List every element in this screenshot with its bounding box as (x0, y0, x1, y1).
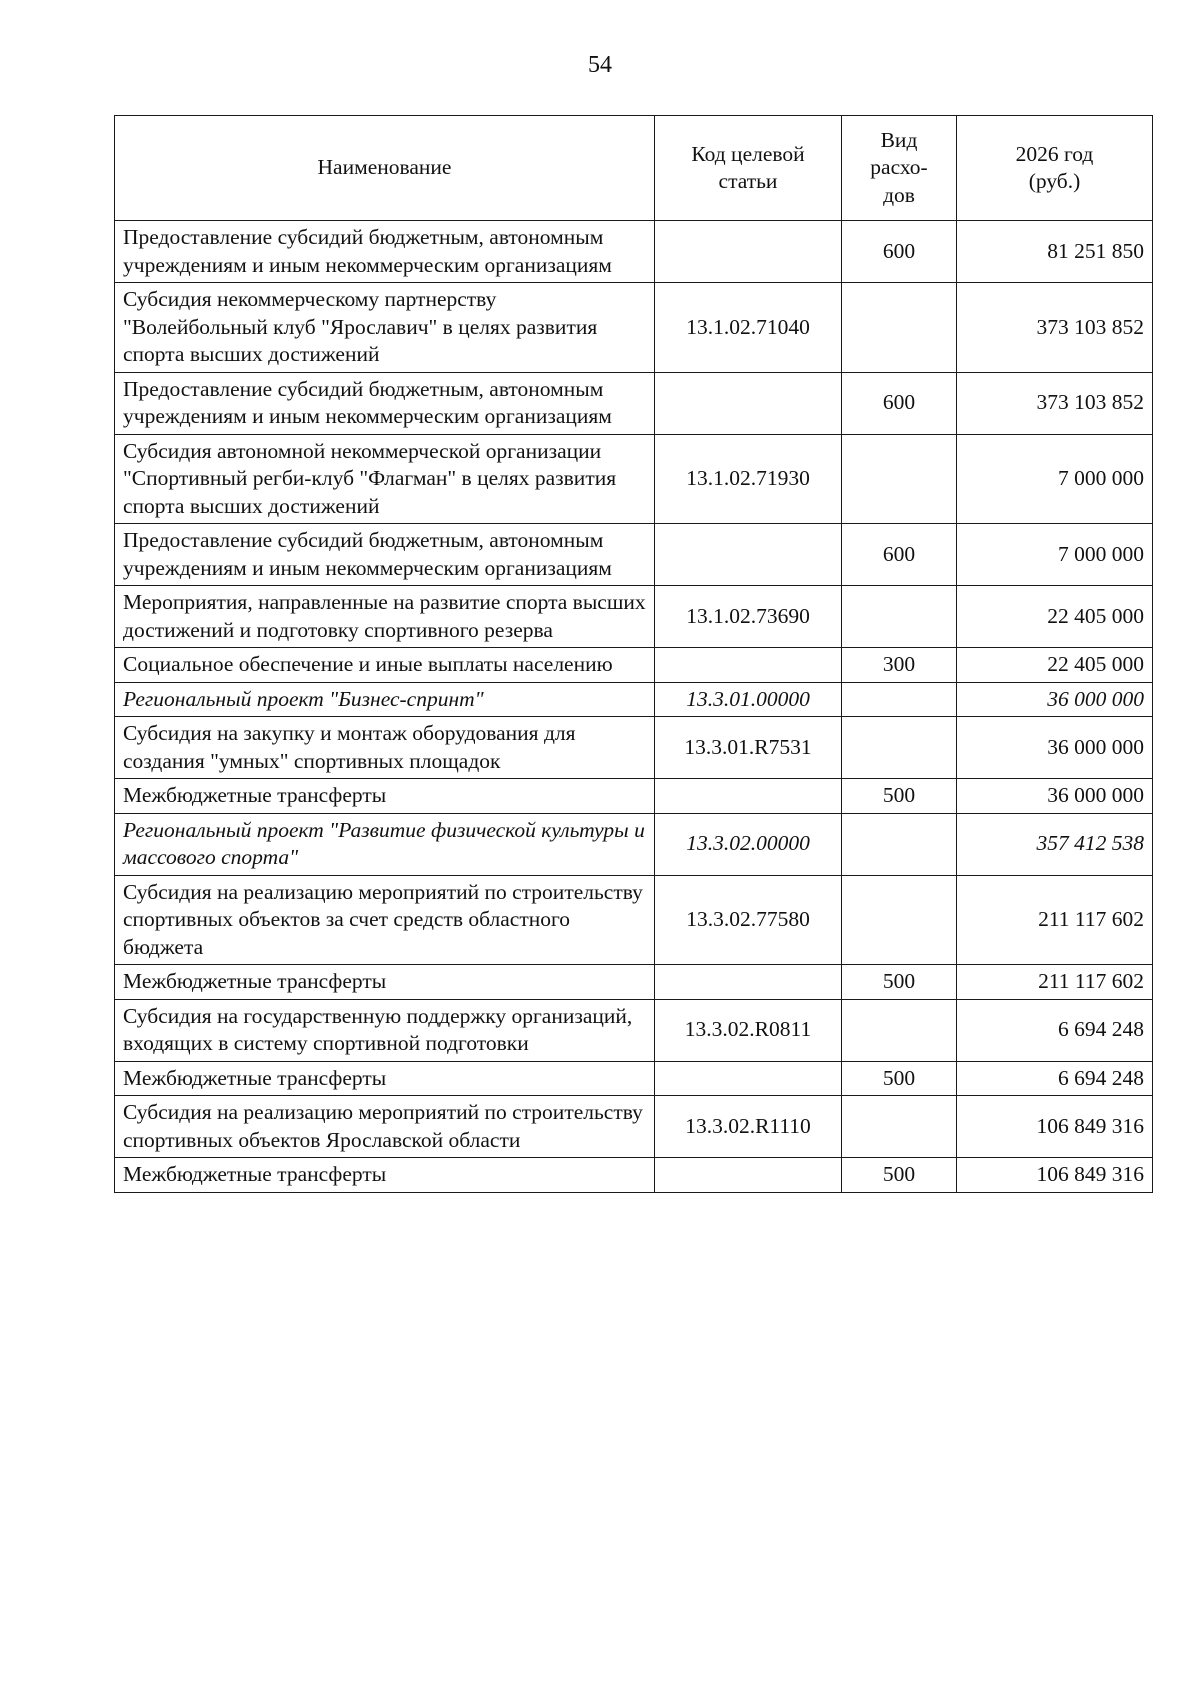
cell-code: 13.1.02.73690 (655, 586, 842, 648)
cell-name: Предоставление субсидий бюджетным, автономным учреждениям и иным некоммерческим организациям (115, 221, 655, 283)
cell-amount: 357 412 538 (957, 813, 1153, 875)
page-number: 54 (588, 52, 612, 78)
cell-code (655, 1061, 842, 1096)
cell-code: 13.3.02.00000 (655, 813, 842, 875)
cell-code: 13.3.02.R1110 (655, 1096, 842, 1158)
cell-code: 13.3.02.R0811 (655, 999, 842, 1061)
header-amount (957, 116, 1153, 221)
cell-amount: 106 849 316 (957, 1158, 1153, 1193)
cell-amount: 36 000 000 (957, 717, 1153, 779)
cell-type: 600 (842, 372, 957, 434)
cell-name: Межбюджетные трансферты (115, 779, 655, 814)
cell-type: 500 (842, 965, 957, 1000)
table-row (115, 1158, 1153, 1193)
cell-amount: 22 405 000 (957, 648, 1153, 683)
cell-amount: 373 103 852 (957, 283, 1153, 373)
cell-name: Социальное обеспечение и иные выплаты населению (115, 648, 655, 683)
cell-amount: 211 117 602 (957, 965, 1153, 1000)
header-type-line2: расхо- (870, 155, 928, 180)
header-name-label: Наименование (317, 155, 452, 180)
table-row (115, 682, 1153, 717)
table-row (115, 434, 1153, 524)
header-type-line1: Вид (880, 127, 918, 152)
table-row (115, 717, 1153, 779)
table-row (115, 999, 1153, 1061)
cell-code (655, 221, 842, 283)
cell-name: Субсидия некоммерческому партнерству "Волейбольный клуб "Ярославич" в целях развития спорта высших достижений (115, 283, 655, 373)
header-code-line2: статьи (718, 169, 778, 193)
header-type (842, 116, 957, 221)
table-row (115, 779, 1153, 814)
cell-name: Региональный проект "Бизнес-спринт" (115, 682, 655, 717)
header-name (115, 116, 655, 221)
cell-amount: 373 103 852 (957, 372, 1153, 434)
cell-code: 13.3.01.R7531 (655, 717, 842, 779)
cell-name: Субсидия автономной некоммерческой организации "Спортивный регби-клуб "Флагман" в целях развития спорта высших достижений (115, 434, 655, 524)
cell-amount: 7 000 000 (957, 434, 1153, 524)
table-row (115, 648, 1153, 683)
cell-code (655, 524, 842, 586)
table-row (115, 1096, 1153, 1158)
header-amount-line2: (руб.) (1028, 169, 1081, 193)
table-row (115, 524, 1153, 586)
table-row (115, 372, 1153, 434)
cell-name: Субсидия на реализацию мероприятий по строительству спортивных объектов Ярославской области (115, 1096, 655, 1158)
cell-code (655, 648, 842, 683)
table-row (115, 283, 1153, 373)
cell-name: Межбюджетные трансферты (115, 965, 655, 1000)
header-type-line3: дов (883, 182, 915, 207)
cell-amount: 22 405 000 (957, 586, 1153, 648)
cell-type (842, 999, 957, 1061)
table-row (115, 221, 1153, 283)
cell-code: 13.1.02.71930 (655, 434, 842, 524)
cell-name: Субсидия на государственную поддержку организаций, входящих в систему спортивной подготовки (115, 999, 655, 1061)
cell-amount: 106 849 316 (957, 1096, 1153, 1158)
cell-amount: 211 117 602 (957, 875, 1153, 965)
table-body (115, 221, 1153, 1193)
cell-type: 500 (842, 779, 957, 814)
cell-amount: 6 694 248 (957, 1061, 1153, 1096)
budget-table (114, 115, 1153, 1193)
cell-code (655, 372, 842, 434)
cell-type (842, 434, 957, 524)
cell-code: 13.3.02.77580 (655, 875, 842, 965)
header-code-line1: Код целевой (691, 141, 805, 166)
cell-type (842, 813, 957, 875)
cell-code (655, 965, 842, 1000)
cell-code: 13.3.01.00000 (655, 682, 842, 717)
cell-code (655, 779, 842, 814)
cell-name: Субсидия на закупку и монтаж оборудования для создания "умных" спортивных площадок (115, 717, 655, 779)
cell-amount: 36 000 000 (957, 779, 1153, 814)
header-row (115, 116, 1153, 221)
cell-name: Региональный проект "Развитие физической культуры и массового спорта" (115, 813, 655, 875)
header-code (655, 116, 842, 221)
cell-code (655, 1158, 842, 1193)
table-row (115, 875, 1153, 965)
cell-type (842, 283, 957, 373)
cell-type: 500 (842, 1061, 957, 1096)
cell-name: Предоставление субсидий бюджетным, автономным учреждениям и иным некоммерческим организациям (115, 372, 655, 434)
cell-type: 500 (842, 1158, 957, 1193)
cell-type: 600 (842, 524, 957, 586)
cell-type (842, 717, 957, 779)
cell-type: 300 (842, 648, 957, 683)
table-header (115, 116, 1153, 221)
cell-name: Межбюджетные трансферты (115, 1061, 655, 1096)
cell-type (842, 586, 957, 648)
table-row (115, 1061, 1153, 1096)
cell-amount: 7 000 000 (957, 524, 1153, 586)
cell-name: Предоставление субсидий бюджетным, автономным учреждениям и иным некоммерческим организациям (115, 524, 655, 586)
cell-type (842, 1096, 957, 1158)
cell-type (842, 682, 957, 717)
table-row (115, 586, 1153, 648)
cell-amount: 36 000 000 (957, 682, 1153, 717)
cell-amount: 81 251 850 (957, 221, 1153, 283)
cell-name: Мероприятия, направленные на развитие спорта высших достижений и подготовку спортивного резерва (115, 586, 655, 648)
table-row (115, 813, 1153, 875)
cell-type (842, 875, 957, 965)
table-row (115, 965, 1153, 1000)
cell-name: Субсидия на реализацию мероприятий по строительству спортивных объектов за счет средств областного бюджета (115, 875, 655, 965)
cell-code: 13.1.02.71040 (655, 283, 842, 373)
cell-type: 600 (842, 221, 957, 283)
header-amount-line1: 2026 год (1015, 141, 1094, 166)
cell-amount: 6 694 248 (957, 999, 1153, 1061)
cell-name: Межбюджетные трансферты (115, 1158, 655, 1193)
